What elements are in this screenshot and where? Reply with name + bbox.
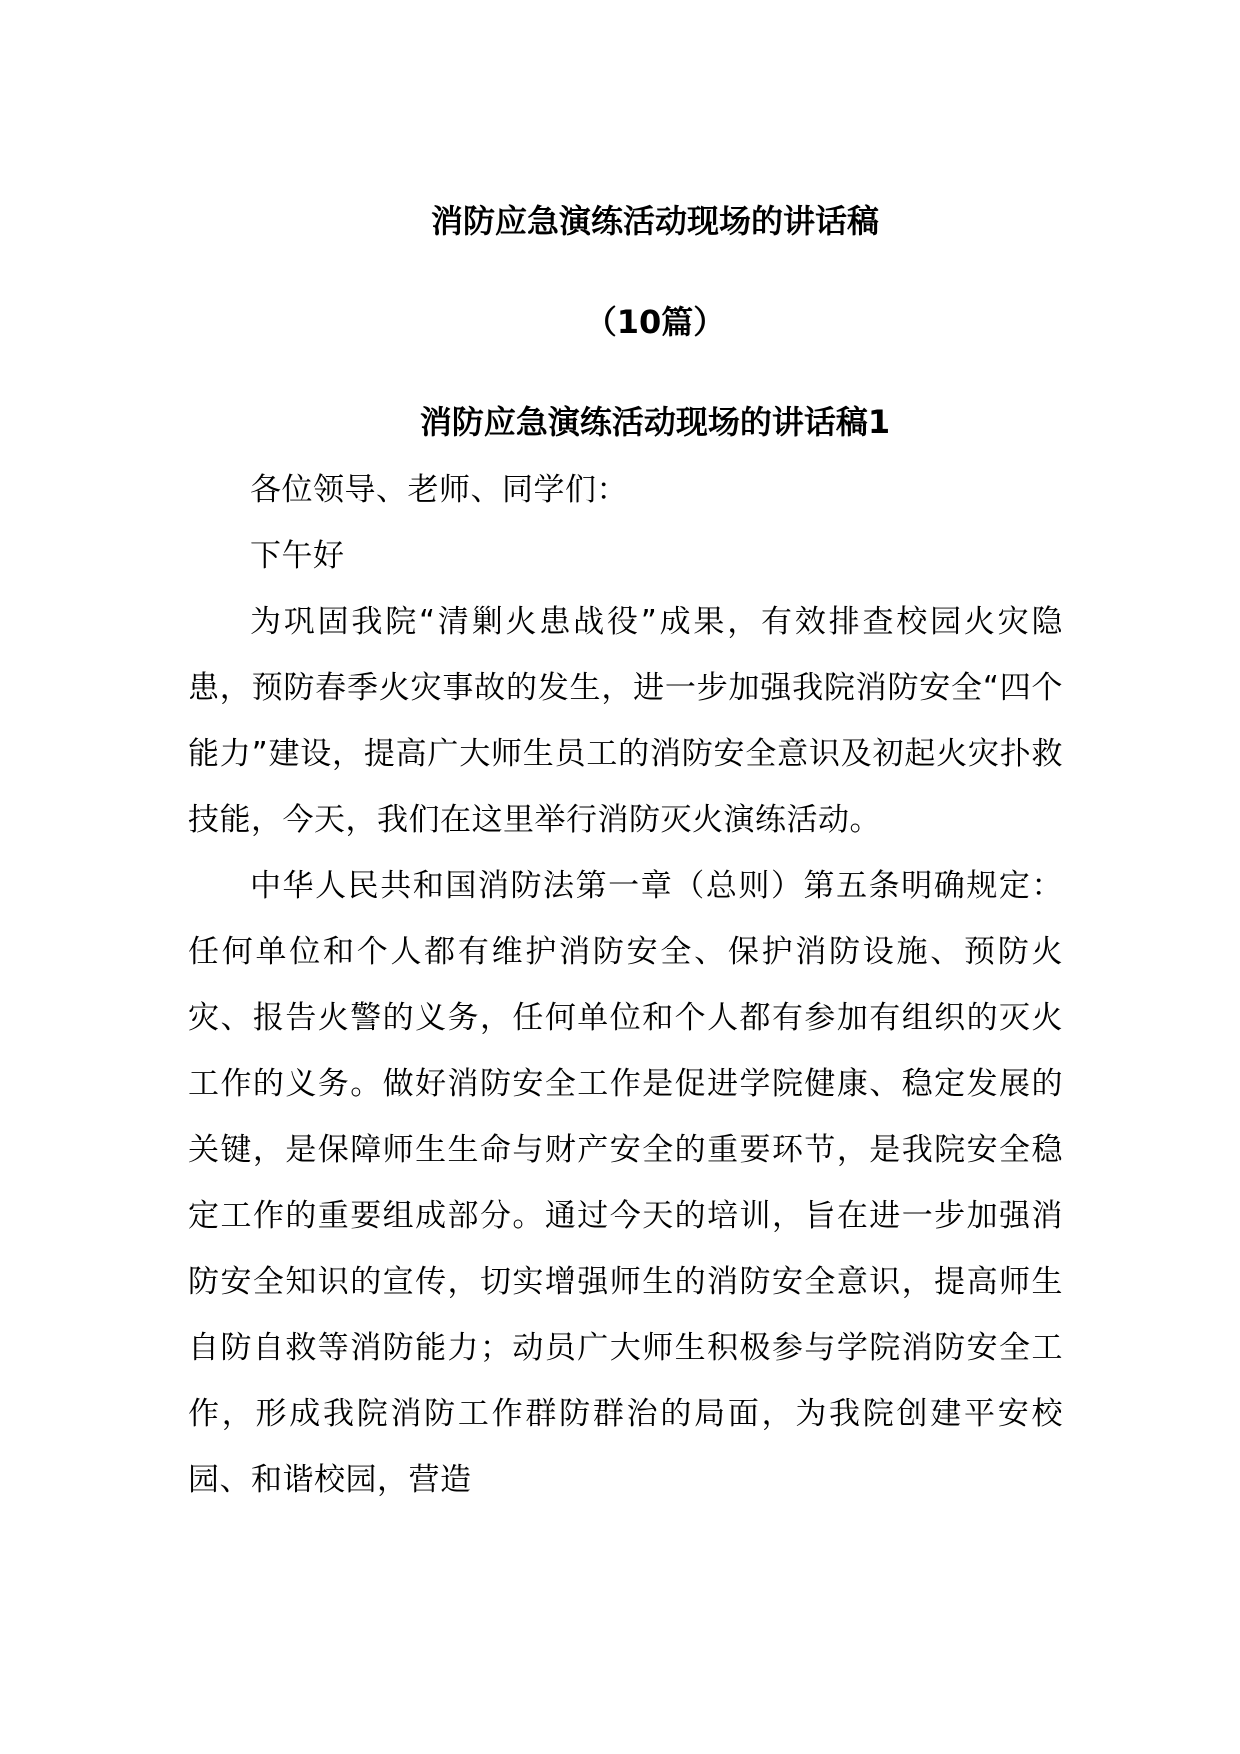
document-body [188,457,1063,1513]
paragraph: 中华人民共和国消防法第一章（总则）第五条明确规定：任何单位和个人都有维护消防安全、保护消防设施、预防火灾、报告火警的义务，任何单位和个人都有参加有组织的灭火工作的义务。做好消防安全工作是促进学院健康、稳定发展的关键，是保障师生生命与财产安全的重要环节，是我院安全稳定工作的重要组成部分。通过今天的培训，旨在进一步加强消防安全知识的宣传，切实增强师生的消防安全意识，提高师生自防自救等消防能力；动员广大师生积极参与学院消防安全工作，形成我院消防工作群防群治的局面，为我院创建平安校园、和谐校园，营造 [188,868,1063,1498]
salutation: 各位领导、老师、同学们： [250,472,628,508]
document-subtitle: （10篇） [584,303,726,341]
section-title: 消防应急演练活动现场的讲话稿1 [419,403,891,441]
document-title: 消防应急演练活动现场的讲话稿 [430,202,879,240]
greeting: 下午好 [250,538,345,574]
paragraph: 为巩固我院“清剿火患战役”成果，有效排查校园火灾隐患，预防春季火灾事故的发生，进一步加强我院消防安全“四个能力”建设，提高广大师生员工的消防安全意识及初起火灾扑救技能，今天，我们在这里举行消防灭火演练活动。 [188,604,1063,838]
